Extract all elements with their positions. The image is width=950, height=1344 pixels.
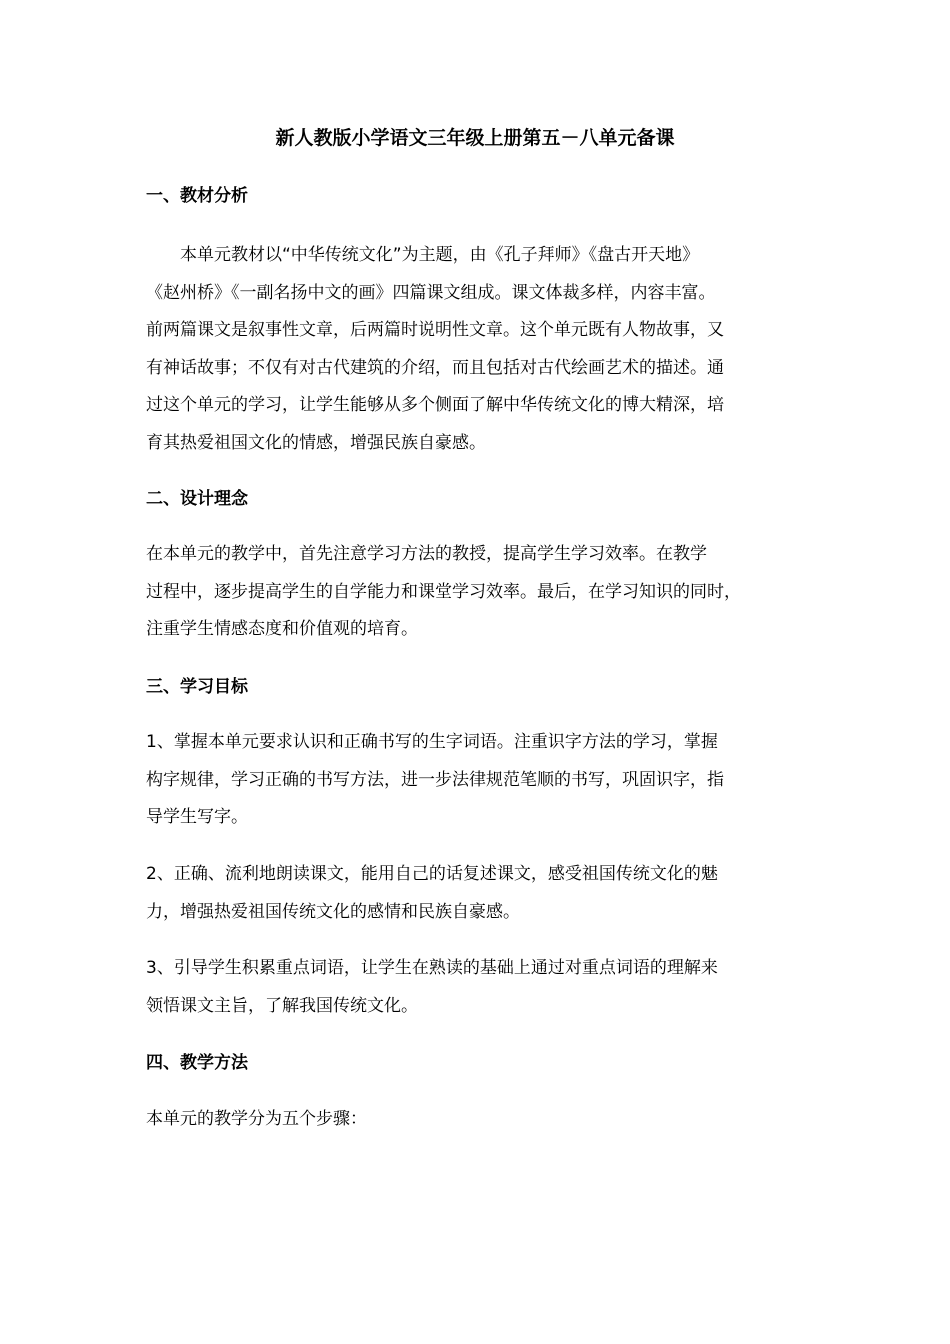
- section-heading-learning-goals: 三、学习目标: [146, 677, 248, 697]
- paragraph-line: 本单元的教学分为五个步骤：: [146, 1109, 367, 1129]
- paragraph-line: 1、掌握本单元要求认识和正确书写的生字词语。注重识字方法的学习，掌握: [146, 732, 718, 752]
- goal-item-1: [146, 724, 826, 837]
- section-heading-analysis: 一、教材分析: [146, 186, 248, 206]
- paragraph-line: 本单元教材以“中华传统文化”为主题，由《孔子拜师》《盘古开天地》: [146, 245, 700, 265]
- paragraph-line: 3、引导学生积累重点词语，让学生在熟读的基础上通过对重点词语的理解来: [146, 958, 718, 978]
- paragraph-line: 领悟课文主旨，了解我国传统文化。: [146, 995, 418, 1016]
- section-heading-teaching-methods: 四、教学方法: [146, 1053, 248, 1073]
- paragraph-line: 过这个单元的学习，让学生能够从多个侧面了解中华传统文化的博大精深，培: [146, 395, 724, 415]
- section-paragraph-teaching-methods: [146, 1101, 826, 1139]
- section-heading-design-concept: 二、设计理念: [146, 489, 248, 509]
- document-title: 新人教版小学语文三年级上册第五－八单元备课: [275, 127, 675, 149]
- paragraph-line: 力，增强热爱祖国传统文化的感情和民族自豪感。: [146, 901, 520, 922]
- goal-item-3: [146, 950, 826, 1025]
- section-paragraph-analysis: [146, 237, 826, 462]
- paragraph-line: 育其热爱祖国文化的情感，增强民族自豪感。: [146, 432, 486, 453]
- section-paragraph-design-concept: [146, 536, 826, 649]
- paragraph-line: 注重学生情感态度和价值观的培育。: [146, 619, 418, 639]
- paragraph-line: 构字规律，学习正确的书写方法，进一步法律规范笔顺的书写，巩固识字，指: [146, 769, 724, 790]
- paragraph-line: 2、正确、流利地朗读课文，能用自己的话复述课文，感受祖国传统文化的魅: [146, 864, 718, 884]
- paragraph-line: 在本单元的教学中，首先注意学习方法的教授，提高学生学习效率。在教学: [146, 544, 707, 564]
- paragraph-line: 导学生写字。: [146, 807, 248, 827]
- paragraph-line: 过程中，逐步提高学生的自学能力和课堂学习效率。最后，在学习知识的同时，: [146, 581, 741, 602]
- paragraph-line: 前两篇课文是叙事性文章，后两篇时说明性文章。这个单元既有人物故事，又: [146, 320, 724, 340]
- paragraph-line: 《赵州桥》《一副名扬中文的画》四篇课文组成。课文体裁多样，内容丰富。: [146, 282, 716, 303]
- goal-item-2: [146, 856, 826, 931]
- paragraph-line: 有神话故事；不仅有对古代建筑的介绍，而且包括对古代绘画艺术的描述。通: [146, 357, 724, 378]
